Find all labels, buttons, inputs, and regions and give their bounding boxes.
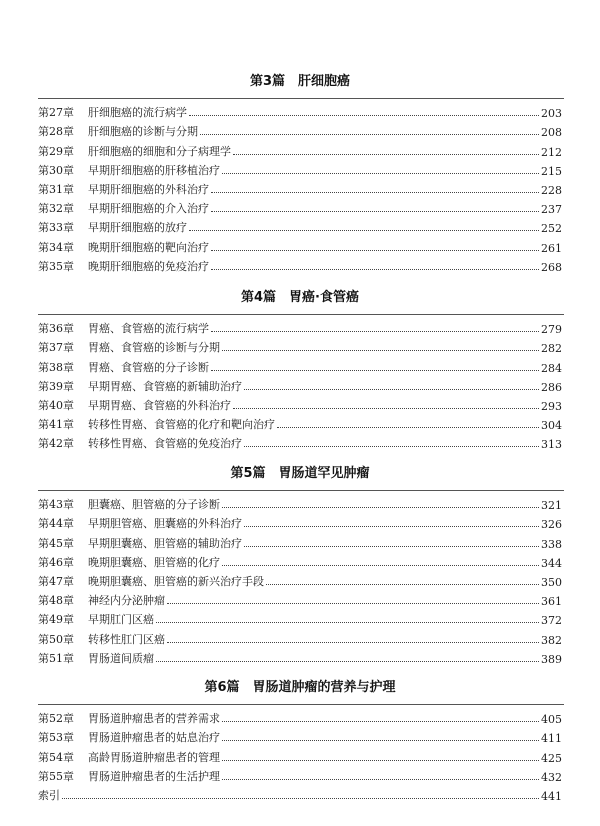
- chapter-number: 第36章: [38, 322, 74, 336]
- chapter-title: 早期胃癌、食管癌的外科治疗: [88, 398, 231, 412]
- chapter-title: 早期肝细胞癌的肝移植治疗: [88, 163, 220, 177]
- dot-leader: [222, 507, 539, 508]
- dot-leader: [211, 269, 539, 270]
- toc-entry[interactable]: [38, 551, 562, 570]
- toc-entry[interactable]: [38, 726, 562, 745]
- chapter-number: 第42章: [38, 437, 74, 451]
- dot-leader: [189, 230, 539, 231]
- chapter-title: 胃癌、食管癌的分子诊断: [88, 360, 209, 374]
- chapter-title: 胃癌、食管癌的诊断与分期: [88, 341, 220, 355]
- chapter-number: 第47章: [38, 574, 74, 588]
- chapter-number: 第53章: [38, 731, 74, 745]
- chapter-number: 第45章: [38, 536, 74, 550]
- toc-entry[interactable]: [38, 707, 562, 726]
- chapter-number: 第30章: [38, 163, 74, 177]
- chapter-number: 第48章: [38, 594, 74, 608]
- page-number: 261: [541, 241, 562, 255]
- chapter-number: 第52章: [38, 712, 74, 726]
- chapter-title: 神经内分泌肿瘤: [88, 594, 165, 608]
- toc-entry[interactable]: [38, 216, 562, 235]
- dot-leader: [222, 779, 539, 780]
- part-title: 第5篇 胃肠道罕见肿瘤: [230, 466, 370, 481]
- page-number: 425: [541, 751, 562, 765]
- chapter-number: 第34章: [38, 240, 74, 254]
- dot-leader: [244, 526, 539, 527]
- chapter-number: 第51章: [38, 651, 74, 665]
- part-divider: [38, 490, 564, 491]
- page-number: 304: [541, 419, 562, 433]
- toc-entry[interactable]: [38, 355, 562, 374]
- page-number: 321: [541, 499, 562, 513]
- page-number: 279: [541, 323, 562, 337]
- page-number: 268: [541, 260, 562, 274]
- toc-entry[interactable]: [38, 589, 562, 608]
- chapter-number: 第54章: [38, 750, 74, 764]
- dot-leader: [222, 565, 539, 566]
- chapter-title: 胃肠道肿瘤患者的营养需求: [88, 712, 220, 726]
- chapter-title: 高龄胃肠道肿瘤患者的管理: [88, 750, 220, 764]
- toc-entry[interactable]: [38, 255, 562, 274]
- chapter-title: 早期胆囊癌、胆管癌的辅助治疗: [88, 536, 242, 550]
- chapter-number: 第44章: [38, 517, 74, 531]
- page-number: 344: [541, 556, 562, 570]
- chapter-title: 早期肝细胞癌的放疗: [88, 221, 187, 235]
- toc-entry[interactable]: [38, 608, 562, 627]
- toc-entry[interactable]: [38, 375, 562, 394]
- dot-leader: [211, 211, 539, 212]
- chapter-number: 第27章: [38, 106, 74, 120]
- page-number: 326: [541, 518, 562, 532]
- chapter-title: 胃肠道肿瘤患者的姑息治疗: [88, 731, 220, 745]
- toc-entry[interactable]: [38, 493, 562, 512]
- dot-leader: [244, 546, 539, 547]
- part-5-section: [0, 466, 600, 666]
- chapter-title: 晚期胆囊癌、胆管癌的新兴治疗手段: [88, 574, 264, 588]
- part-3-section: [0, 74, 600, 274]
- chapter-number: 第35章: [38, 259, 74, 273]
- toc-entry[interactable]: [38, 432, 562, 451]
- page-number: 405: [541, 713, 562, 727]
- page-number: 203: [541, 107, 562, 121]
- toc-entry[interactable]: [38, 413, 562, 432]
- index-entry[interactable]: [38, 784, 562, 803]
- chapter-title: 早期肛门区癌: [88, 613, 154, 627]
- toc-entry[interactable]: [38, 139, 562, 158]
- dot-leader: [222, 721, 539, 722]
- toc-entry[interactable]: [38, 120, 562, 139]
- chapter-title: 早期肝细胞癌的介入治疗: [88, 202, 209, 216]
- part-divider: [38, 314, 564, 315]
- part-title: 第4篇 胃癌·食管癌: [241, 290, 359, 305]
- chapter-number: 第50章: [38, 632, 74, 646]
- chapter-number: 第43章: [38, 498, 74, 512]
- dot-leader: [244, 389, 539, 390]
- page-number: 313: [541, 438, 562, 452]
- dot-leader: [156, 622, 539, 623]
- chapter-number: 第49章: [38, 613, 74, 627]
- chapter-title: 晚期肝细胞癌的靶向治疗: [88, 240, 209, 254]
- chapter-number: 第46章: [38, 555, 74, 569]
- page-number: 293: [541, 399, 562, 413]
- dot-leader: [211, 192, 539, 193]
- chapter-number: 第37章: [38, 341, 74, 355]
- page-number: 237: [541, 203, 562, 217]
- page-number: 208: [541, 126, 562, 140]
- part-divider: [38, 98, 564, 99]
- page-number: 215: [541, 164, 562, 178]
- dot-leader: [222, 350, 539, 351]
- chapter-title: 早期胆管癌、胆囊癌的外科治疗: [88, 517, 242, 531]
- chapter-title: 胃肠道肿瘤患者的生活护理: [88, 769, 220, 783]
- dot-leader: [167, 642, 539, 643]
- page-number: 252: [541, 222, 562, 236]
- chapter-number: 第28章: [38, 125, 74, 139]
- chapter-number: 第32章: [38, 202, 74, 216]
- page-number: 338: [541, 537, 562, 551]
- chapter-number: 第40章: [38, 398, 74, 412]
- toc-entry[interactable]: [38, 178, 562, 197]
- index-title: 索引: [38, 788, 60, 802]
- chapter-title: 晚期胆囊癌、胆管癌的化疗: [88, 555, 220, 569]
- page-number: 382: [541, 633, 562, 647]
- chapter-number: 第39章: [38, 379, 74, 393]
- dot-leader: [211, 370, 539, 371]
- toc-entry[interactable]: [38, 394, 562, 413]
- part-divider: [38, 704, 564, 705]
- part-4-section: [0, 290, 600, 451]
- part-title: 第3篇 肝细胞癌: [249, 74, 351, 89]
- chapter-number: 第31章: [38, 182, 74, 196]
- dot-leader: [222, 740, 539, 741]
- page-number: 411: [541, 732, 562, 746]
- toc-entry[interactable]: [38, 159, 562, 178]
- chapter-title: 转移性肛门区癌: [88, 632, 165, 646]
- dot-leader: [244, 446, 539, 447]
- chapter-title: 转移性胃癌、食管癌的化疗和靶向治疗: [88, 418, 275, 432]
- chapter-number: 第41章: [38, 418, 74, 432]
- toc-entry[interactable]: [38, 765, 562, 784]
- toc-entry[interactable]: [38, 570, 562, 589]
- dot-leader: [156, 661, 539, 662]
- toc-entry[interactable]: [38, 336, 562, 355]
- dot-leader: [277, 427, 539, 428]
- toc-entry[interactable]: [38, 627, 562, 646]
- chapter-number: 第38章: [38, 360, 74, 374]
- dot-leader: [189, 115, 539, 116]
- chapter-title: 晚期肝细胞癌的免疫治疗: [88, 259, 209, 273]
- part-6-section: [0, 680, 600, 803]
- chapter-title: 胃癌、食管癌的流行病学: [88, 322, 209, 336]
- part-title: 第6篇 胃肠道肿瘤的营养与护理: [204, 680, 396, 695]
- chapter-title: 早期肝细胞癌的外科治疗: [88, 182, 209, 196]
- chapter-title: 胆囊癌、胆管癌的分子诊断: [88, 498, 220, 512]
- chapter-title: 肝细胞癌的诊断与分期: [88, 125, 198, 139]
- toc-entry[interactable]: [38, 647, 562, 666]
- dot-leader: [211, 331, 539, 332]
- chapter-number: 第29章: [38, 144, 74, 158]
- dot-leader: [211, 250, 539, 251]
- chapter-title: 胃肠道间质瘤: [88, 651, 154, 665]
- chapter-title: 转移性胃癌、食管癌的免疫治疗: [88, 437, 242, 451]
- chapter-number: 第55章: [38, 769, 74, 783]
- dot-leader: [200, 134, 539, 135]
- page-number: 350: [541, 575, 562, 589]
- page-number: 286: [541, 380, 562, 394]
- page-number: 284: [541, 361, 562, 375]
- toc-entry[interactable]: [38, 512, 562, 531]
- toc-entry[interactable]: [38, 101, 562, 120]
- dot-leader: [233, 408, 539, 409]
- page-number: 282: [541, 342, 562, 356]
- page-number: 432: [541, 770, 562, 784]
- toc-entry[interactable]: [38, 235, 562, 254]
- page-number: 441: [541, 789, 562, 803]
- page-number: 389: [541, 652, 562, 666]
- toc-entry[interactable]: [38, 197, 562, 216]
- page-number: 212: [541, 145, 562, 159]
- chapter-title: 早期胃癌、食管癌的新辅助治疗: [88, 379, 242, 393]
- chapter-title: 肝细胞癌的流行病学: [88, 106, 187, 120]
- dot-leader: [167, 603, 539, 604]
- page-number: 361: [541, 595, 562, 609]
- dot-leader: [222, 173, 539, 174]
- toc-entry[interactable]: [38, 317, 562, 336]
- dot-leader: [222, 760, 539, 761]
- toc-entry[interactable]: [38, 531, 562, 550]
- dot-leader: [233, 154, 539, 155]
- dot-leader: [266, 584, 539, 585]
- page-number: 228: [541, 183, 562, 197]
- page-number: 372: [541, 614, 562, 628]
- chapter-number: 第33章: [38, 221, 74, 235]
- chapter-title: 肝细胞癌的细胞和分子病理学: [88, 144, 231, 158]
- dot-leader: [62, 798, 539, 799]
- toc-entry[interactable]: [38, 745, 562, 764]
